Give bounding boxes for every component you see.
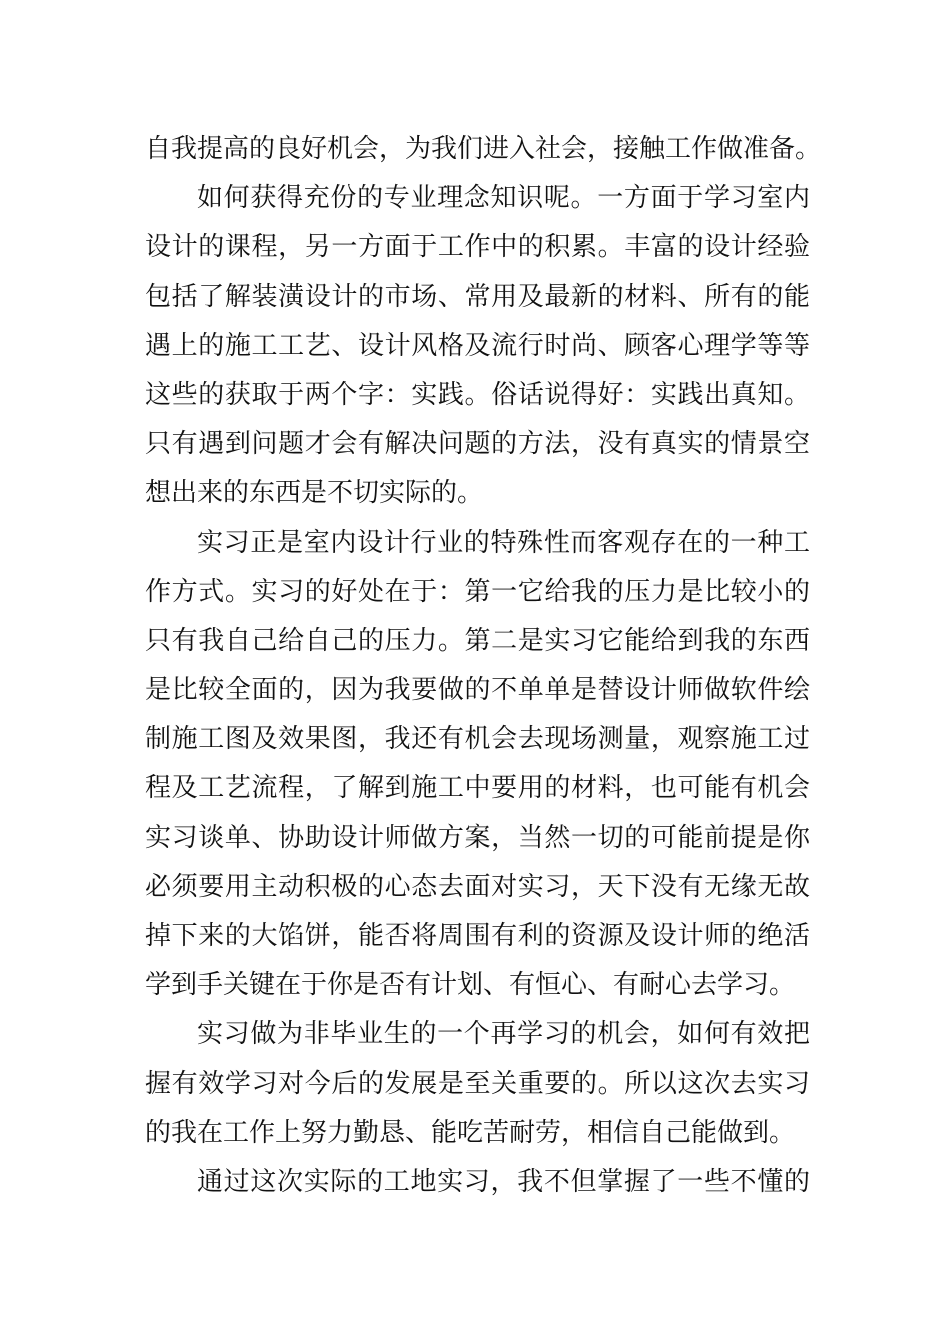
text-line: 制施工图及效果图，我还有机会去现场测量，观察施工过 <box>145 724 810 755</box>
text-line: 想出来的东西是不切实际的。 <box>145 478 484 509</box>
text-line: 掉下来的大馅饼，能否将周围有利的资源及设计师的绝活 <box>145 921 810 951</box>
paragraph-2 <box>145 174 810 518</box>
text-line: 作方式。实习的好处在于：第一它给我的压力是比较小的 <box>145 576 810 607</box>
text-line: 这些的获取于两个字：实践。俗话说得好：实践出真知。 <box>145 379 810 410</box>
text-line: 自我提高的良好机会，为我们进入社会，接触工作做准备。 <box>145 134 822 164</box>
text-line: 的我在工作上努力勤恳、能吃苦耐劳，相信自己能做到。 <box>145 1117 796 1148</box>
text-line: 实习谈单、协助设计师做方案，当然一切的可能前提是你 <box>145 822 810 853</box>
text-line: 必须要用主动积极的心态去面对实习，天下没有无缘无故 <box>145 871 810 902</box>
text-line: 通过这次实际的工地实习，我不但掌握了一些不懂的 <box>197 1166 810 1197</box>
text-line: 学到手关键在于你是否有计划、有恒心、有耐心去学习。 <box>145 970 796 1001</box>
paragraph-1 <box>145 125 822 174</box>
text-line: 是比较全面的，因为我要做的不单单是替设计师做软件绘 <box>145 675 810 706</box>
text-line: 包括了解装潢设计的市场、常用及最新的材料、所有的能 <box>145 281 810 312</box>
text-line: 只有我自己给自己的压力。第二是实习它能给到我的东西 <box>145 625 810 656</box>
text-line: 握有效学习对今后的发展是至关重要的。所以这次去实习 <box>145 1068 810 1099</box>
text-line: 如何获得充份的专业理念知识呢。一方面于学习室内 <box>197 183 810 214</box>
text-line: 程及工艺流程，了解到施工中要用的材料，也可能有机会 <box>145 773 810 804</box>
text-line: 只有遇到问题才会有解决问题的方法，没有真实的情景空 <box>145 429 810 460</box>
text-line: 实习正是室内设计行业的特殊性而客观存在的一种工 <box>197 527 810 558</box>
text-line: 实习做为非毕业生的一个再学习的机会，如何有效把 <box>197 1019 810 1050</box>
body-text <box>145 125 822 1207</box>
paragraph-4 <box>145 1010 810 1158</box>
paragraph-5 <box>145 1158 810 1207</box>
paragraph-3 <box>145 519 810 1011</box>
text-line: 设计的课程，另一方面于工作中的积累。丰富的设计经验 <box>145 232 810 263</box>
text-line: 遇上的施工工艺、设计风格及流行时尚、顾客心理学等等 <box>145 330 810 361</box>
